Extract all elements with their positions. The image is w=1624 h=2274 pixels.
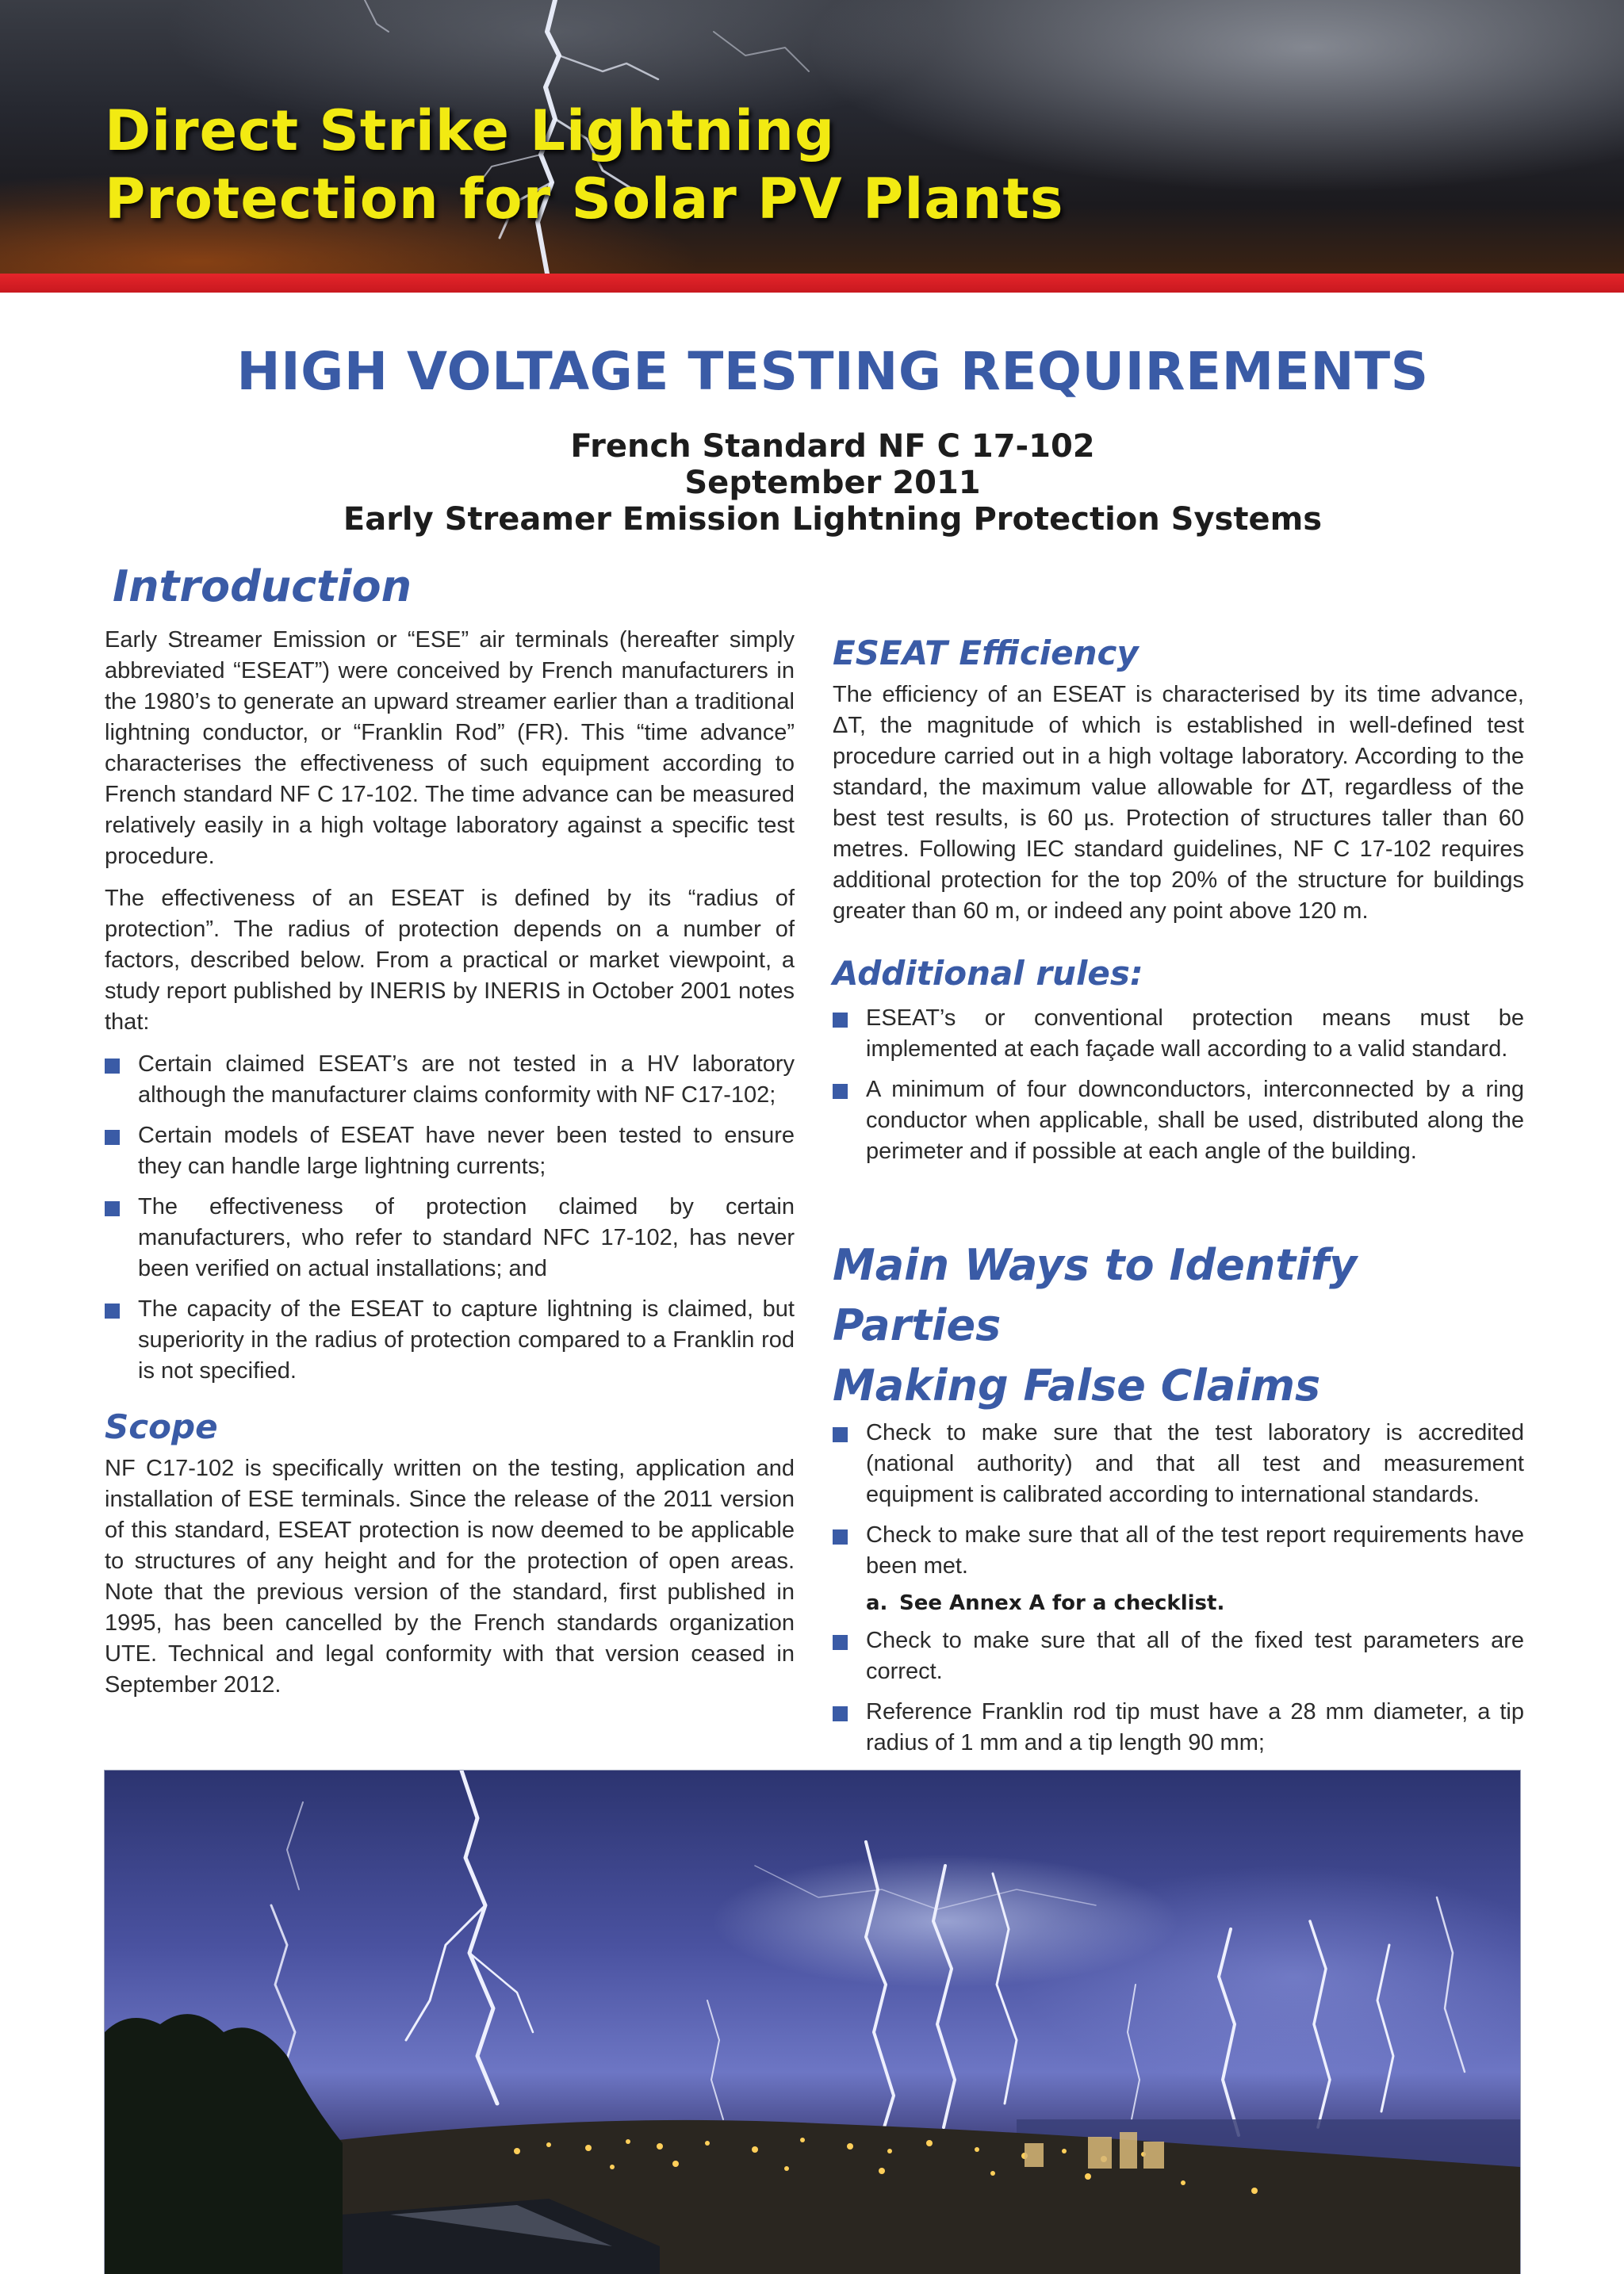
- banner-title-line1: Direct Strike Lightning: [105, 98, 836, 163]
- list-item: [833, 1074, 1524, 1167]
- introduction-heading: Introduction: [113, 561, 412, 611]
- introduction-paragraph-2: The effectiveness of an ESEAT is defined by its “radius of protection”. The radius of protection depends on a number of factors, described below. From a practical or market viewpoint, a study report published by INERIS by INERIS in October 2001 notes that:: [105, 886, 795, 1035]
- banner-title-line2: Protection for Solar PV Plants: [105, 167, 1064, 232]
- list-item: [833, 1625, 1524, 1687]
- list-item-text: Check to make sure that all of the test report requirements have been met.: [866, 1522, 1524, 1579]
- bullet-square-icon: [833, 1013, 848, 1028]
- red-divider-stripe: [0, 274, 1624, 293]
- annex-reference: [833, 1588, 1524, 1619]
- list-item-text: Check to make sure that the test laboratory is accredited (national authority) and that all test and measurement equipment is calibrated according to international standards.: [866, 1420, 1524, 1507]
- list-item: [833, 1697, 1524, 1759]
- scope-paragraph: NF C17-102 is specifically written on the testing, application and installation of ESE terminals. Since the release of the 2011 version of this standard, ESEAT protection is now deemed to be applicable to structures of any height and for the protection of open areas. Note that the previous version of the standard, first published in 1995, has been cancelled by the French standards organization UTE. Technical and legal conformity with that version ceased in September 2012.: [105, 1456, 795, 1698]
- list-item: [105, 1049, 795, 1111]
- main-ways-list: [833, 1418, 1524, 1582]
- list-item-text: A minimum of four downconductors, interconnected by a ring conductor when applicable, shall be used, distributed along the perimeter and if possible at each angle of the building.: [866, 1077, 1524, 1164]
- list-item-text: The capacity of the ESEAT to capture lightning is claimed, but superiority in the radius of protection compared to a Franklin rod is not specified.: [138, 1296, 795, 1384]
- main-ways-heading-line1: Main Ways to Identify Parties: [833, 1240, 1358, 1350]
- bullet-square-icon: [833, 1529, 848, 1545]
- list-item: [105, 1294, 795, 1387]
- annex-reference-letter: a.: [866, 1591, 888, 1615]
- right-column: [833, 630, 1524, 1759]
- list-item: [833, 1520, 1524, 1582]
- additional-rules-list: [833, 1003, 1524, 1167]
- bullet-square-icon: [105, 1059, 120, 1074]
- list-item-text: Certain models of ESEAT have never been tested to ensure they can handle large lightning currents;: [138, 1123, 795, 1179]
- lightning-storm-photo: [105, 1771, 1520, 2274]
- list-item: [105, 1192, 795, 1284]
- bullet-square-icon: [833, 1706, 848, 1721]
- list-item-text: ESEAT’s or conventional protection means must be implemented at each façade wall according to a valid standard.: [866, 1005, 1524, 1062]
- annex-reference-text: See Annex A for a checklist.: [899, 1591, 1225, 1615]
- list-item: [833, 1003, 1524, 1065]
- main-ways-heading-line2: Making False Claims: [833, 1361, 1321, 1411]
- bullet-square-icon: [833, 1427, 848, 1442]
- bullet-square-icon: [105, 1130, 120, 1145]
- list-item-text: Reference Franklin rod tip must have a 28 mm diameter, a tip radius of 1 mm and a tip length 90 mm;: [866, 1699, 1524, 1755]
- main-ways-heading: [833, 1235, 1524, 1416]
- list-item: [833, 1418, 1524, 1510]
- standard-subheading: [0, 428, 1624, 538]
- subheading-date: September 2011: [684, 465, 981, 501]
- subheading-system: Early Streamer Emission Lightning Protection Systems: [343, 501, 1323, 538]
- list-item: [105, 1120, 795, 1182]
- main-ways-list-continued: [833, 1625, 1524, 1759]
- bullet-square-icon: [833, 1084, 848, 1099]
- list-item-text: Check to make sure that all of the fixed test parameters are correct.: [866, 1628, 1524, 1684]
- left-column: [105, 555, 795, 1701]
- lightning-storm-graphic: [105, 1771, 1520, 2274]
- eseat-efficiency-paragraph: The efficiency of an ESEAT is characterised by its time advance, ΔT, the magnitude of which is established in well-defined test procedure carried out in a high voltage laboratory. According to the standard, the maximum value allowable for ΔT, regardless of the best test results, is 60 µs. Protection of structures taller than 60 metres. Following IEC standard guidelines, NF C 17-102 requires additional protection for the top 20% of the structure for buildings greater than 60 m, or indeed any point above 120 m.: [833, 682, 1524, 924]
- eseat-efficiency-heading: ESEAT Efficiency: [833, 634, 1139, 672]
- scope-heading: Scope: [105, 1407, 218, 1446]
- introduction-paragraph-1: Early Streamer Emission or “ESE” air terminals (hereafter simply abbreviated “ESEAT”) were conceived by French manufacturers in the 1980’s to generate an upward streamer earlier than a traditional lightning conductor, or “Franklin Rod” (FR). This “time advance” characterises the effectiveness of such equipment according to French standard NF C 17-102. The time advance can be measured relatively easily in a high voltage laboratory against a specific test procedure.: [105, 627, 795, 869]
- additional-rules-heading: Additional rules:: [833, 954, 1143, 993]
- page-title: HIGH VOLTAGE TESTING REQUIREMENTS: [236, 341, 1429, 402]
- banner-title: [105, 97, 1064, 233]
- introduction-bullet-list: [105, 1049, 795, 1387]
- bullet-square-icon: [833, 1635, 848, 1650]
- list-item-text: The effectiveness of protection claimed by certain manufacturers, who refer to standard NFC 17-102, has never been verified on actual installations; and: [138, 1194, 795, 1281]
- list-item-text: Certain claimed ESEAT’s are not tested in a HV laboratory although the manufacturer claims conformity with NF C17-102;: [138, 1051, 795, 1108]
- header-banner: [0, 0, 1624, 274]
- subheading-standard: French Standard NF C 17-102: [570, 428, 1095, 465]
- bullet-square-icon: [105, 1304, 120, 1319]
- bullet-square-icon: [105, 1201, 120, 1216]
